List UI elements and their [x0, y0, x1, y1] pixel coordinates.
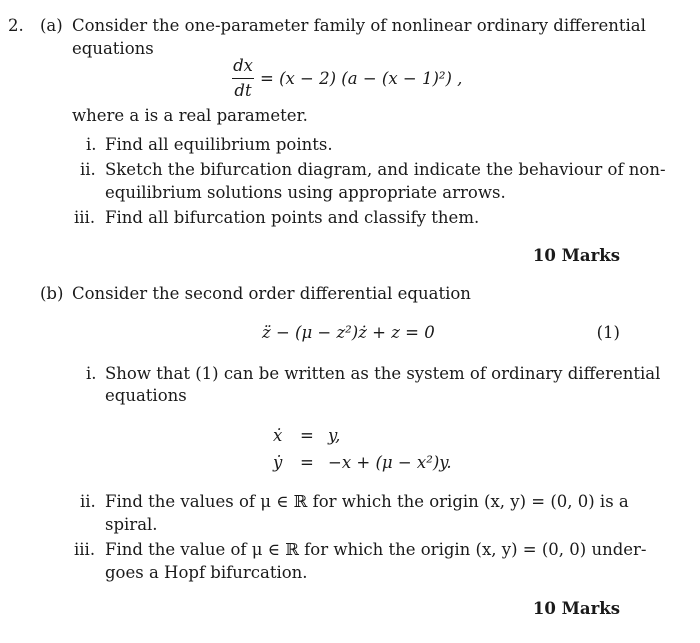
equation-tag: (1) — [596, 323, 620, 342]
part-b-item-i-label: i. — [86, 364, 97, 383]
part-a-item-i-text: Find all equilibrium points. — [105, 135, 333, 154]
parameter-note: where a is a real parameter. — [72, 106, 308, 125]
derivative-fraction — [232, 58, 254, 99]
part-b-label: (b) — [40, 284, 64, 303]
equation-a-rhs: = (x − 2) (a − (x − 1)²) , — [260, 69, 463, 88]
question-number: 2. — [8, 16, 24, 35]
system-row1-lhs: ẋ — [273, 426, 283, 445]
part-a-item-ii-label: ii. — [80, 160, 96, 179]
part-b-item-ii-label: ii. — [80, 492, 96, 511]
part-a-intro-line1: Consider the one-parameter family of nonlinear ordinary differential — [72, 16, 646, 35]
fraction-numerator: dx — [233, 56, 253, 75]
part-b-intro: Consider the second order differential equation — [72, 284, 471, 303]
part-a-item-iii-label: iii. — [74, 208, 96, 227]
part-a-item-iii-text: Find all bifurcation points and classify them. — [105, 208, 480, 227]
part-a-label: (a) — [40, 16, 63, 35]
system-row1-rhs: y, — [328, 426, 341, 445]
system-row1-equals: = — [300, 426, 314, 445]
part-a-marks: 10 Marks — [532, 246, 620, 265]
system-row2-lhs: ẏ — [273, 453, 283, 472]
part-b-item-iii-label: iii. — [74, 540, 96, 559]
part-b-item-i-text-line1: Show that (1) can be written as the system of ordinary differential — [105, 364, 661, 383]
part-b-item-iii-text-line2: goes a Hopf bifurcation. — [105, 563, 308, 582]
part-b-item-ii-text-line1: Find the values of μ ∈ ℝ for which the origin (x, y) = (0, 0) is a — [105, 492, 629, 511]
part-b-item-ii-text-line2: spiral. — [105, 515, 158, 534]
system-row2-rhs: −x + (μ − x²)y. — [328, 453, 452, 472]
part-a-item-ii-text-line2: equilibrium solutions using appropriate arrows. — [105, 183, 506, 202]
part-a-item-i-label: i. — [86, 135, 97, 154]
part-b-item-iii-text-line1: Find the value of μ ∈ ℝ for which the origin (x, y) = (0, 0) under- — [105, 540, 647, 559]
fraction-bar — [232, 78, 254, 79]
part-b-marks: 10 Marks — [532, 599, 620, 618]
system-row2-equals: = — [300, 453, 314, 472]
part-a-item-ii-text-line1: Sketch the bifurcation diagram, and indicate the behaviour of non- — [105, 160, 666, 179]
part-a-intro-line2: equations — [72, 39, 154, 58]
part-b-item-i-text-line2: equations — [105, 386, 187, 405]
second-order-equation: z̈ − (μ − z²)ż + z = 0 — [262, 323, 435, 342]
fraction-denominator: dt — [234, 80, 252, 100]
